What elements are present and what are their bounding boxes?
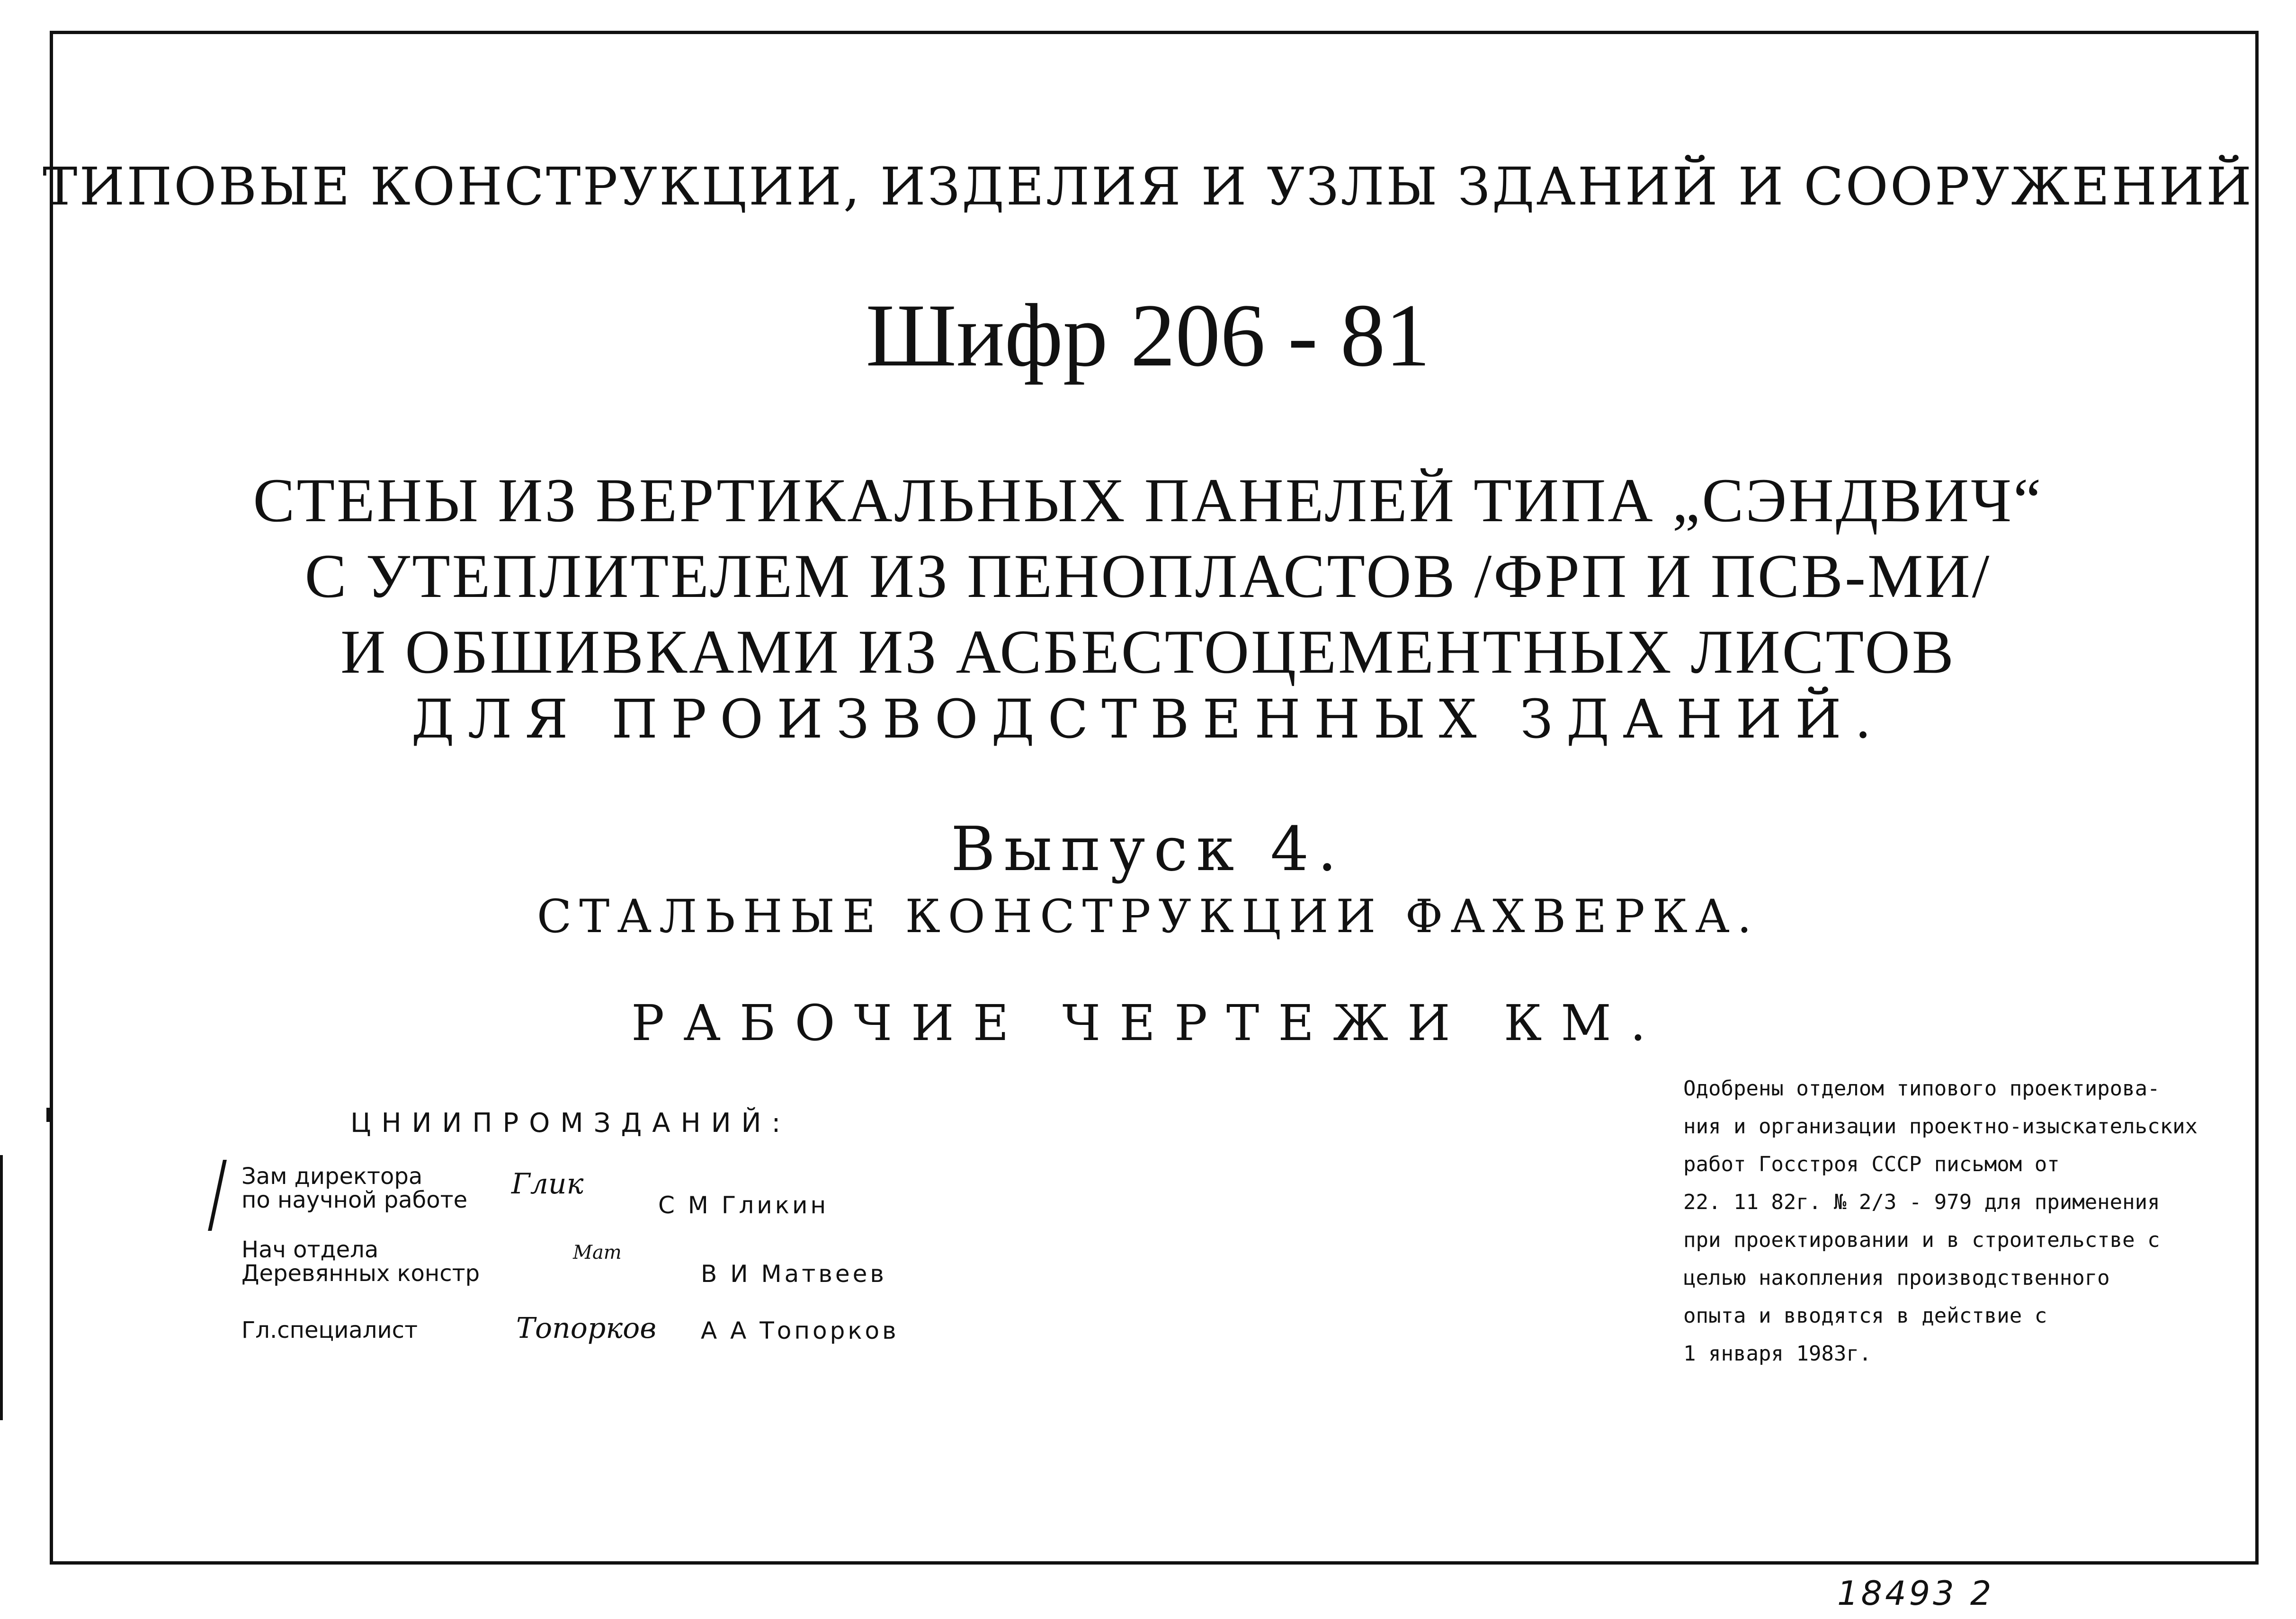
- signatory-name: А А Топорков: [701, 1317, 899, 1344]
- title-line-1: СТЕНЫ ИЗ ВЕРТИКАЛЬНЫХ ПАНЕЛЕЙ ТИПА „СЭНДВИЧ“: [253, 465, 2043, 535]
- drawings-type: РАБОЧИЕ ЧЕРТЕЖИ КМ.: [631, 994, 1665, 1052]
- approval-line: опыта и вводятся в действие с: [1683, 1304, 2047, 1328]
- signatory-name: С М Гликин: [658, 1192, 829, 1219]
- margin-line: [0, 1155, 3, 1420]
- issue-subtitle: СТАЛЬНЫЕ КОНСТРУКЦИИ ФАХВЕРКА.: [536, 890, 1760, 943]
- approval-note: [1683, 1070, 2242, 1373]
- signatory-role: Зам директора по научной работе: [241, 1163, 468, 1214]
- signatory-role: Нач отдела Деревянных констр: [241, 1236, 480, 1287]
- issue-number: Выпуск 4.: [950, 814, 1346, 885]
- signatory-role: Гл.специалист: [241, 1317, 418, 1343]
- signature-image: Топорков: [516, 1312, 657, 1345]
- approval-line: целью накопления производственного: [1683, 1266, 2110, 1290]
- code-number: Шифр 206 - 81: [866, 286, 1430, 385]
- approval-line: ния и организации проектно-изыскательских: [1683, 1114, 2198, 1139]
- approval-line: 1 января 1983г.: [1683, 1342, 1872, 1366]
- sheet-number: 18493 2: [1837, 1574, 1994, 1613]
- signatory-row: [241, 1238, 952, 1299]
- signatory-row: [241, 1312, 952, 1356]
- approval-line: 22. 11 82г. № 2/3 - 979 для применения: [1683, 1190, 2160, 1214]
- title-line-3: И ОБШИВКАМИ ИЗ АСБЕСТОЦЕМЕНТНЫХ ЛИСТОВ: [340, 617, 1956, 686]
- signatory-name: В И Матвеев: [701, 1260, 887, 1288]
- approval-line: работ Госстроя СССР письмом от: [1683, 1152, 2060, 1176]
- approval-line: при проектировании и в строительстве с: [1683, 1228, 2160, 1252]
- signature-image: Мат: [573, 1242, 622, 1263]
- series-title: ТИПОВЫЕ КОНСТРУКЦИИ, ИЗДЕЛИЯ И УЗЛЫ ЗДАНИЙ И СООРУЖЕНИЙ: [42, 156, 2254, 217]
- signature-image: Глик: [511, 1167, 584, 1201]
- approval-line: Одобрены отделом типового проектирова-: [1683, 1076, 2160, 1101]
- title-line-4: ДЛЯ ПРОИЗВОДСТВЕННЫХ ЗДАНИЙ.: [411, 689, 1885, 750]
- organization-name: ЦНИИПРОМЗДАНИЙ:: [350, 1108, 791, 1139]
- title-line-2: С УТЕПЛИТЕЛЕМ ИЗ ПЕНОПЛАСТОВ /ФРП И ПСВ-МИ/: [304, 541, 1992, 611]
- signatory-row: [241, 1165, 952, 1226]
- margin-mark: [46, 1108, 50, 1122]
